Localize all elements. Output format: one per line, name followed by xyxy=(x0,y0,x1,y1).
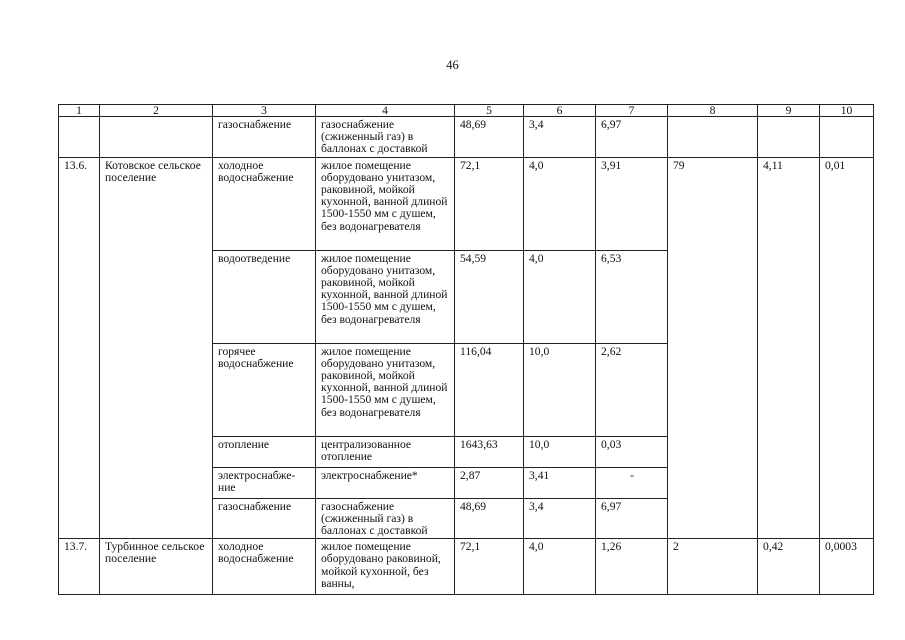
value-cell: 1643,63 xyxy=(455,436,524,467)
column-header: 4 xyxy=(316,105,455,117)
tariff-table xyxy=(58,104,874,595)
service-cell: горячее водоснабжение xyxy=(213,343,316,436)
value-cell: 4,0 xyxy=(524,157,596,250)
table-row xyxy=(59,157,874,250)
service-cell: газоснабжение xyxy=(213,498,316,539)
column-header: 1 xyxy=(59,105,100,117)
value-cell: 6,97 xyxy=(596,117,668,158)
value-cell: - xyxy=(596,467,668,498)
value-cell: 4,0 xyxy=(524,250,596,343)
value-cell: 2 xyxy=(668,539,758,595)
column-header: 6 xyxy=(524,105,596,117)
conditions-cell: жилое помещение оборудовано унитазом, раковиной, мойкой кухонной, ванной длиной 1500-1550 мм с душем, без водонагревателя xyxy=(316,343,455,436)
value-cell: 1,26 xyxy=(596,539,668,595)
value-cell: 48,69 xyxy=(455,117,524,158)
service-cell: водоотведение xyxy=(213,250,316,343)
service-cell: отопление xyxy=(213,436,316,467)
value-cell: 54,59 xyxy=(455,250,524,343)
column-header: 8 xyxy=(668,105,758,117)
table-row xyxy=(59,117,874,158)
column-header: 10 xyxy=(820,105,874,117)
value-cell: 72,1 xyxy=(455,157,524,250)
conditions-cell: централизованное отопление xyxy=(316,436,455,467)
service-cell: газоснабжение xyxy=(213,117,316,158)
value-cell: 3,91 xyxy=(596,157,668,250)
settlement-cell: Турбинное сельское поселение xyxy=(100,539,213,595)
service-cell: холодное водоснабжение xyxy=(213,157,316,250)
column-header: 7 xyxy=(596,105,668,117)
column-header: 5 xyxy=(455,105,524,117)
value-cell xyxy=(668,117,758,158)
value-cell: 116,04 xyxy=(455,343,524,436)
service-cell: электроснабже-ние xyxy=(213,467,316,498)
value-cell: 0,03 xyxy=(596,436,668,467)
value-cell: 3,4 xyxy=(524,498,596,539)
page-number: 46 xyxy=(446,58,459,72)
conditions-cell: жилое помещение оборудовано унитазом, раковиной, мойкой кухонной, ванной длиной 1500-1550 мм с душем, без водонагревателя xyxy=(316,250,455,343)
settlement-cell: Котовское сельское поселение xyxy=(100,157,213,539)
value-cell xyxy=(758,117,820,158)
conditions-cell: жилое помещение оборудовано раковиной, мойкой кухонной, без ванны, xyxy=(316,539,455,595)
conditions-cell: электроснабжение* xyxy=(316,467,455,498)
service-cell: холодное водоснабжение xyxy=(213,539,316,595)
table-row xyxy=(59,539,874,595)
value-cell: 0,01 xyxy=(820,157,874,539)
conditions-cell: жилое помещение оборудовано унитазом, раковиной, мойкой кухонной, ванной длиной 1500-1550 мм с душем, без водонагревателя xyxy=(316,157,455,250)
conditions-cell: газоснабжение (сжиженный газ) в баллонах с доставкой xyxy=(316,498,455,539)
value-cell: 6,53 xyxy=(596,250,668,343)
settlement-cell xyxy=(100,117,213,158)
value-cell: 10,0 xyxy=(524,436,596,467)
value-cell: 3,4 xyxy=(524,117,596,158)
value-cell: 0,0003 xyxy=(820,539,874,595)
value-cell: 79 xyxy=(668,157,758,539)
value-cell: 2,87 xyxy=(455,467,524,498)
value-cell: 3,41 xyxy=(524,467,596,498)
column-header: 9 xyxy=(758,105,820,117)
row-number-cell: 13.7. xyxy=(59,539,100,595)
conditions-cell: газоснабжение (сжиженный газ) в баллонах с доставкой xyxy=(316,117,455,158)
column-header: 2 xyxy=(100,105,213,117)
value-cell xyxy=(820,117,874,158)
column-header: 3 xyxy=(213,105,316,117)
value-cell: 2,62 xyxy=(596,343,668,436)
column-number-row xyxy=(59,105,874,117)
value-cell: 4,11 xyxy=(758,157,820,539)
value-cell: 72,1 xyxy=(455,539,524,595)
value-cell: 10,0 xyxy=(524,343,596,436)
value-cell: 48,69 xyxy=(455,498,524,539)
value-cell: 4,0 xyxy=(524,539,596,595)
value-cell: 6,97 xyxy=(596,498,668,539)
value-cell: 0,42 xyxy=(758,539,820,595)
row-number-cell xyxy=(59,117,100,158)
row-number-cell: 13.6. xyxy=(59,157,100,539)
